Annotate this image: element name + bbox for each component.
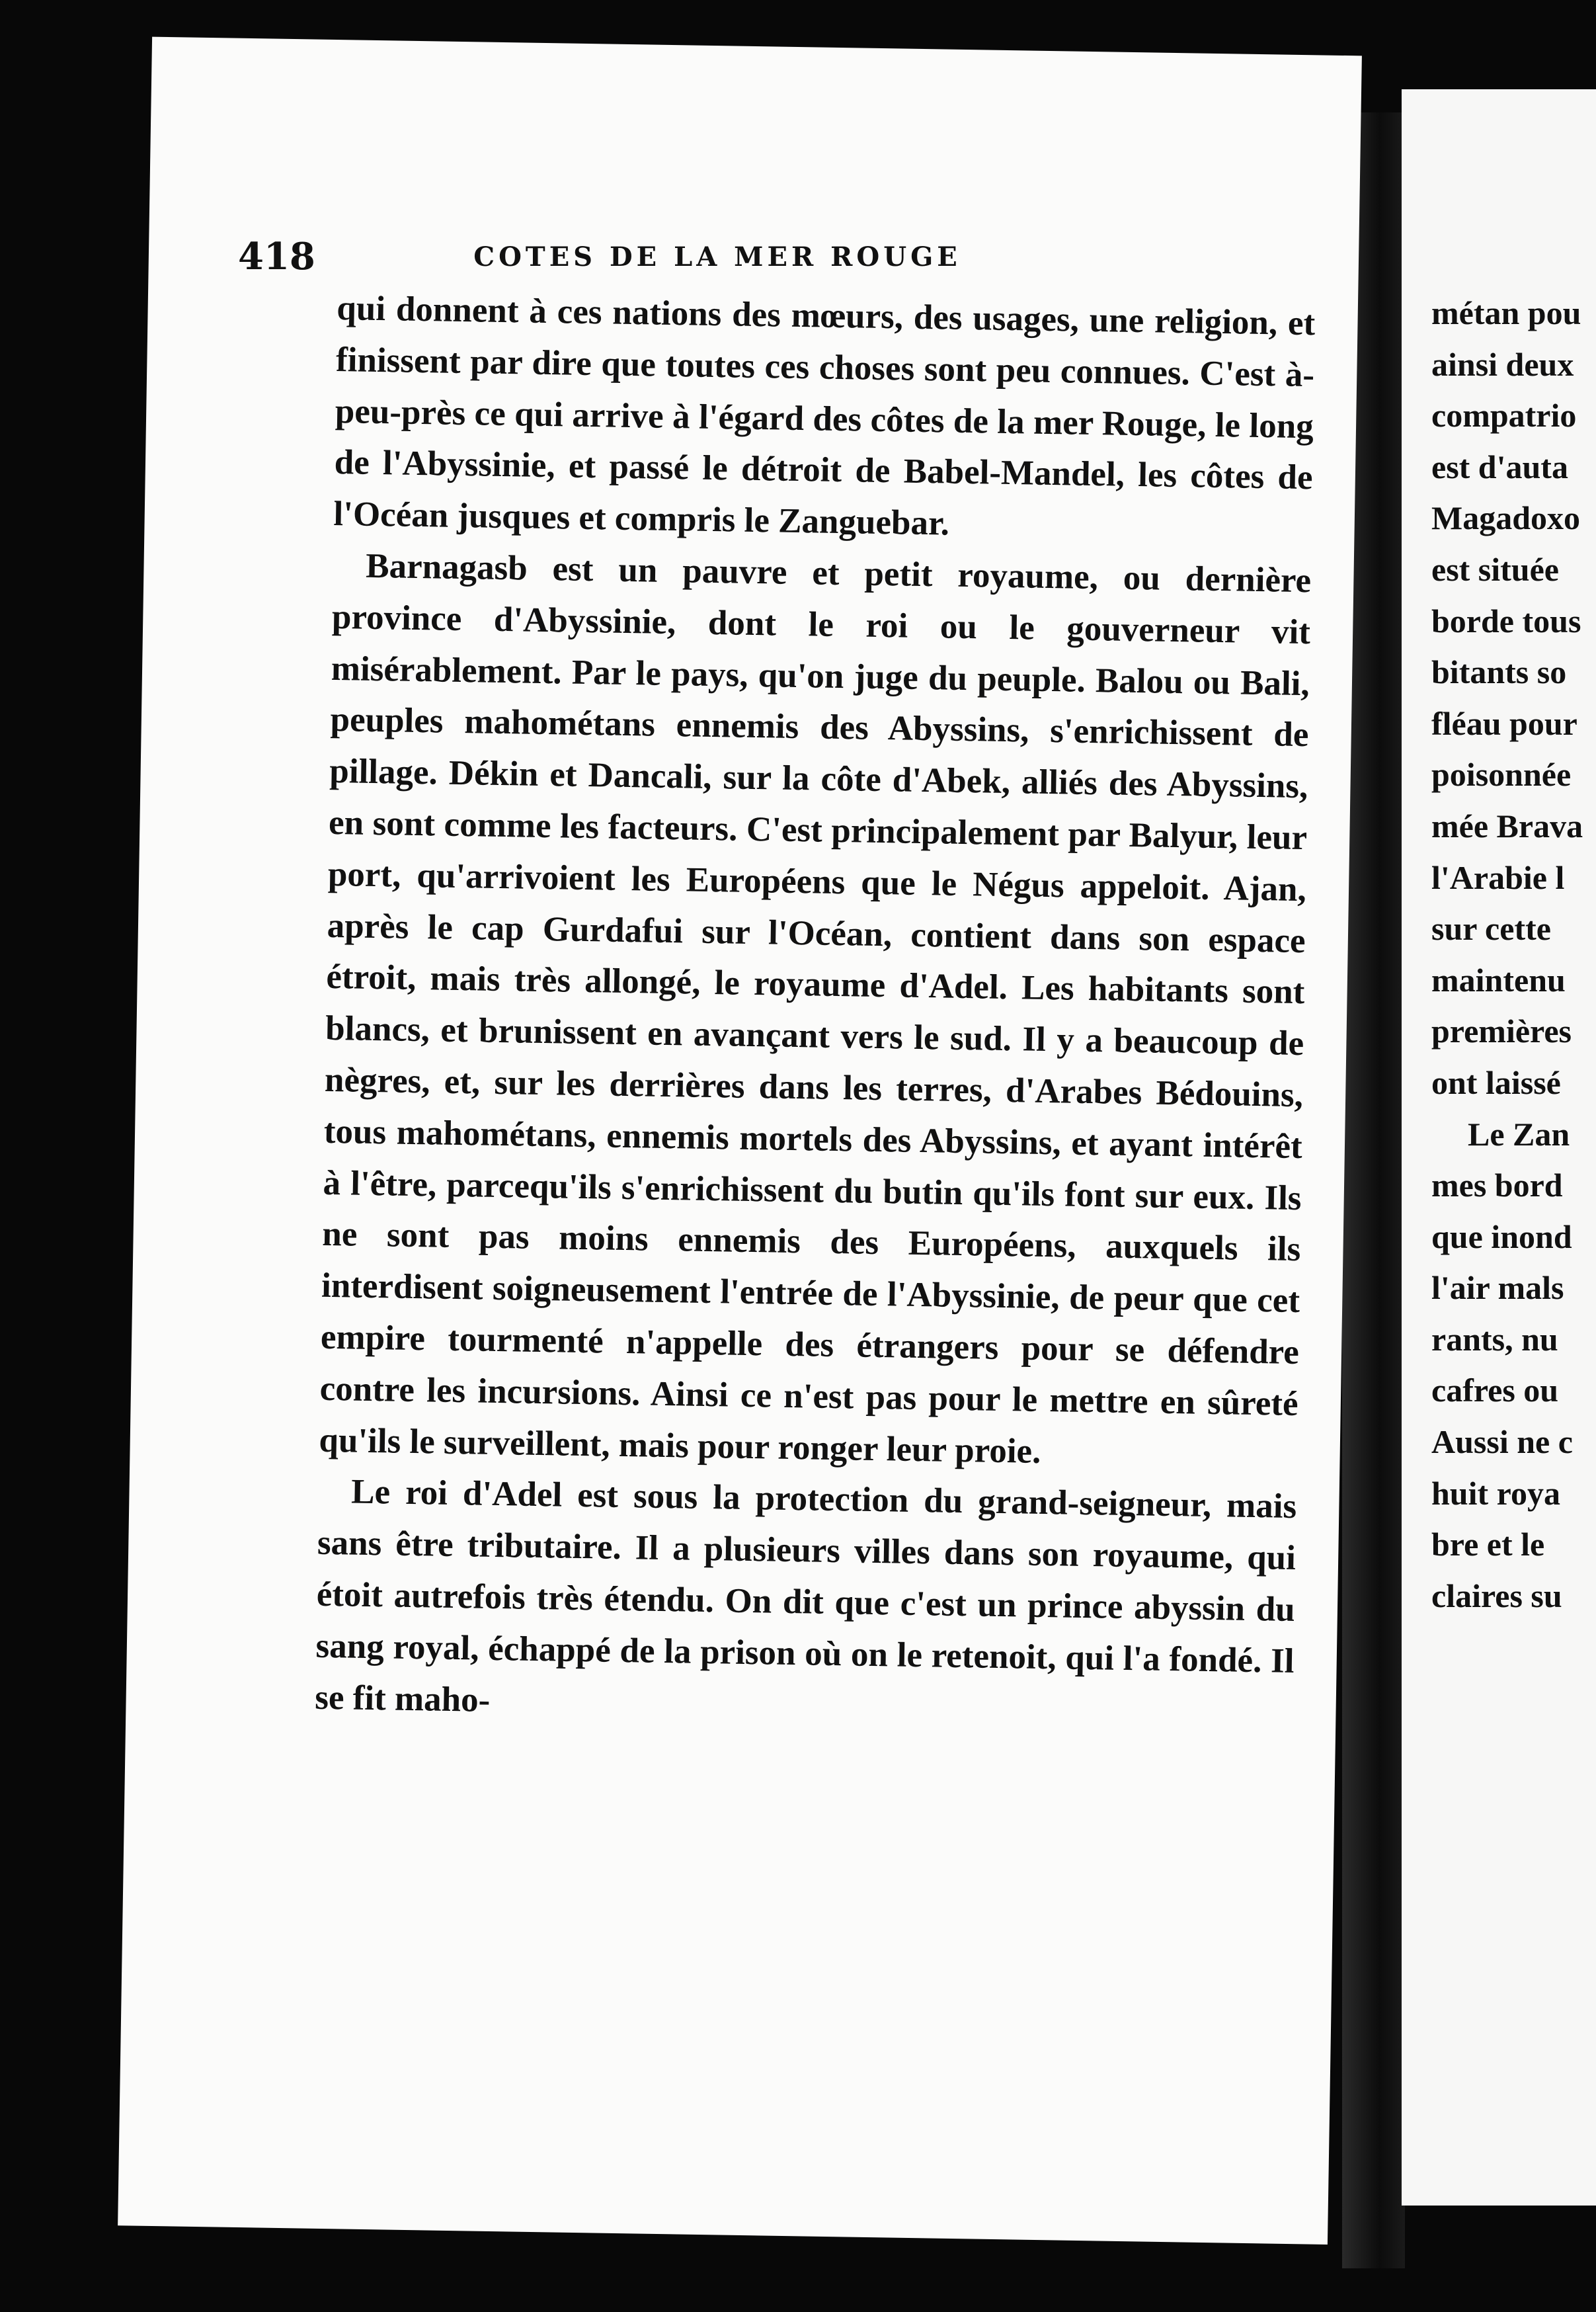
adjacent-page-line: Aussi ne c xyxy=(1431,1423,1573,1461)
adjacent-page-line: l'air mals xyxy=(1431,1269,1564,1307)
adjacent-page-line: ont laissé xyxy=(1431,1063,1561,1101)
adjacent-page-line: Magadoxo xyxy=(1431,499,1580,537)
adjacent-page-line: l'Arabie l xyxy=(1431,858,1565,896)
adjacent-page-line: borde tous xyxy=(1431,602,1581,640)
adjacent-page-line: premières xyxy=(1431,1012,1572,1050)
page-number: 418 xyxy=(238,235,315,278)
adjacent-page-line: mes bord xyxy=(1431,1167,1563,1204)
adjacent-page-line: Le Zan xyxy=(1468,1115,1570,1153)
adjacent-page-line: que inond xyxy=(1431,1218,1572,1255)
adjacent-page-line: compatrio xyxy=(1431,397,1577,434)
body-text xyxy=(315,283,1316,1739)
adjacent-page-line: poisonnée xyxy=(1431,756,1572,794)
adjacent-page-text xyxy=(1431,288,1596,1622)
adjacent-page-line: sur cette xyxy=(1431,910,1551,948)
adjacent-page-line: est d'auta xyxy=(1431,448,1568,485)
adjacent-page-line: bitants so xyxy=(1431,653,1567,691)
adjacent-page-line: rants, nu xyxy=(1431,1320,1558,1358)
adjacent-page-line: métan pou xyxy=(1431,294,1581,331)
adjacent-page-line: ainsi deux xyxy=(1431,345,1574,383)
page-header xyxy=(238,235,1197,281)
adjacent-page-line: huit roya xyxy=(1431,1474,1560,1512)
adjacent-page-line: claires su xyxy=(1431,1577,1562,1614)
paragraph: Le roi d'Adel est sous la protection du grand-seigneur, mais sans être tributaire. Il a plusieurs villes dans son royaume, qui étoit autrefois très étendu. On dit que c'est un prince abyssin du sang royal, échappé de la prison où on le retenoit, qui l'a fondé. Il se fit maho- xyxy=(314,1472,1297,1719)
paragraph: Barnagasb est un pauvre et petit royaume, ou dernière province d'Abyssinie, dont le roi ou le gouverneur vit misérablement. Par le pays, qu'on juge du peuple. Balou ou Bali, peuples mahométans ennemis des Abyssins, s'enrichissent de pillage. Dékin et Dancali, sur la côte d'Abek, alliés des Abyssins, en sont comme les facteurs. C'est principalement par Balyur, leur port, qu'arrivoient les Européens que le Négus appeloit. Ajan, après le cap Gurdafui sur l'Océan, contient dans son espace étroit, mais très allongé, le royaume d'Adel. Les habitants sont blancs, et brunissent en avançant vers le sud. Il y a beaucoup de nègres, et, sur les derrières dans les terres, d'Arabes Bédouins, tous mahométans, ennemis mortels des Abyssins, et ayant intérêt à l'être, parcequ'ils s'enrichissent du butin qu'ils font sur eux. Ils ne sont pas moins ennemis des Européens, auxquels ils interdisent soigneusement l'entrée de l'Abyssinie, de peur que cet empire tourmenté n'appelle des étrangers pour se défendre contre les incursions. Ainsi ce n'est pas pour le mettre en sûreté qu'ils le surveillent, mais pour ronger leur proie. xyxy=(319,546,1312,1471)
paragraph: qui donnent à ces nations des mœurs, des usages, une religion, et finissent par dire que toutes ces choses sont peu connues. C'est à-peu-près ce qui arrive à l'égard des côtes de la mer Rouge, le long de l'Abyssinie, et passé le détroit de Babel-Mandel, les côtes de l'Océan jusques et compris le Zanguebar. xyxy=(333,288,1316,543)
adjacent-page-line: bre et le xyxy=(1431,1526,1545,1563)
adjacent-page-line: mée Brava xyxy=(1431,807,1583,845)
adjacent-page-line: maintenu xyxy=(1431,961,1566,999)
adjacent-page-line: fléau pour xyxy=(1431,704,1577,742)
adjacent-page-line: est située xyxy=(1431,550,1559,588)
running-title: COTES DE LA MER ROUGE xyxy=(473,241,961,272)
adjacent-page-line: cafres ou xyxy=(1431,1372,1559,1409)
